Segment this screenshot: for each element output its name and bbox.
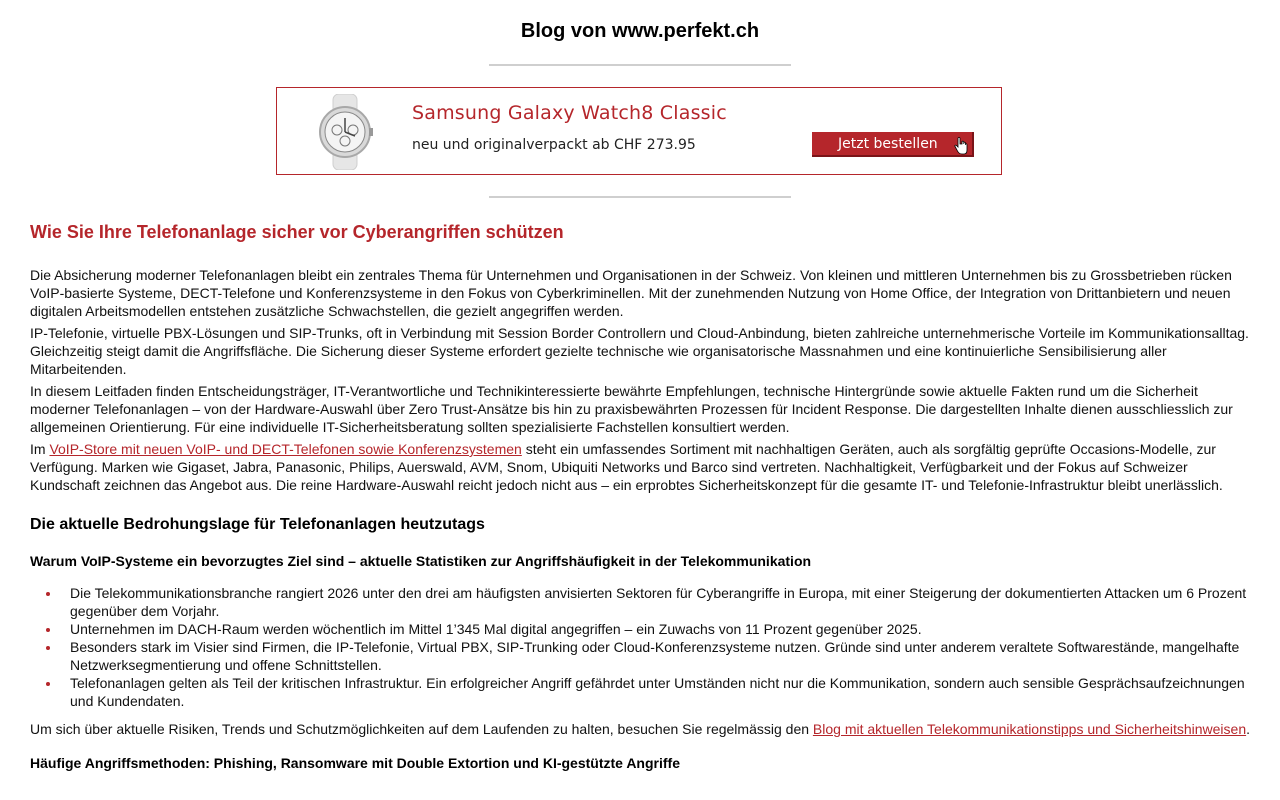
hand-pointer-icon [954,137,968,155]
paragraph-4-suffix: steht ein umfassendes Sortiment mit nachhaltigen Geräten, auch als sorgfältig geprüfte Occasions-Modelle, zur Verfügung. Marken wie Gigaset, Jabra, Panasonic, Philips, Auerswald, AVM, Snom, Ubiquiti Networks und Barco sind vertreten. Nachhaltigkeit, Verfügbarkeit und der Fokus auf Schweizer Kundschaft zeichnen das Angebot aus. Die reine Hardware-Auswahl reicht jedoch nicht aus – ein erprobtes Sicherheitskonzept für die gesamte IT- und Telefonie-Infrastruktur bleibt unerlässlich. [30,441,1223,493]
list-item: Telefonanlagen gelten als Teil der kritischen Infrastruktur. Ein erfolgreicher Angriff gefährdet unter Umständen nicht nur die Kommunikation, sondern auch sensible Gesprächsaufzeichnungen und Kundendaten. [70,674,1252,710]
order-now-button[interactable] [812,132,974,157]
article-content [30,218,1252,786]
paragraph-4-prefix: Im [30,441,50,457]
order-now-label: Jetzt bestellen [838,135,938,152]
list-item: Die Telekommunikationsbranche rangiert 2026 unter den drei am häufigsten anvisierten Sektoren für Cyberangriffe in Europa, mit einer Steigerung der dokumentierten Attacken um 6 Prozent gegenüber dem Vorjahr. [70,584,1252,620]
list-item: Besonders stark im Visier sind Firmen, die IP-Telefonie, Virtual PBX, SIP-Trunking oder Cloud-Konferenzsysteme nutzen. Gründe sind unter anderem veraltete Softwarestände, mangelhafte Netzwerksegmentierung und offene Schnittstellen. [70,638,1252,674]
site-title: Blog von www.perfekt.ch [520,20,760,42]
article-paragraph-5 [30,720,1252,738]
ad-product-title[interactable]: Samsung Galaxy Watch8 Classic [412,102,727,124]
product-ad-banner[interactable] [276,87,1002,175]
article-paragraph-1: Die Absicherung moderner Telefonanlagen bleibt ein zentrales Thema für Unternehmen und Organisationen in der Schweiz. Von kleinen und mittleren Unternehmen bis zu Grossbetrieben rücken VoIP-basierte Systeme, DECT-Telefone und Konferenzsysteme in den Fokus von Cyberkriminellen. Mit der zunehmenden Nutzung von Home Office, der Integration von Drittanbietern und neuen digitalen Arbeitsmodellen entstehen zusätzliche Schwachstellen, die gezielt angegriffen werden. [30,267,1232,319]
article-paragraph-4 [30,440,1252,494]
paragraph-5-suffix: . [1246,721,1250,737]
divider-top [489,64,791,66]
ad-price-text: neu und originalverpackt ab CHF 273.95 [412,137,696,153]
subsection-heading-statistics: Warum VoIP-Systeme ein bevorzugtes Ziel sind – aktuelle Statistiken zur Angriffshäufigkeit in der Telekommunikation [30,553,812,569]
paragraph-5-prefix: Um sich über aktuelle Risiken, Trends und Schutzmöglichkeiten auf dem Laufenden zu halten, besuchen Sie regelmässig den [30,721,813,737]
section-heading-threats: Die aktuelle Bedrohungslage für Telefonanlagen heutzutags [30,516,485,533]
voip-store-link[interactable]: VoIP-Store mit neuen VoIP- und DECT-Telefonen sowie Konferenzsystemen [49,441,522,457]
subsection-heading-attack-methods: Häufige Angriffsmethoden: Phishing, Ransomware mit Double Extortion und KI-gestützte Angriffe [30,755,680,771]
statistics-list [30,584,1252,710]
article-paragraph-3: In diesem Leitfaden finden Entscheidungsträger, IT-Verantwortliche und Technikinteressierte bewährte Empfehlungen, technische Hintergründe sowie aktuelle Fakten rund um die Sicherheit moderner Telefonanlagen – von der Hardware-Auswahl über Zero Trust-Ansätze bis hin zu praxisbewährten Prozessen für Incident Response. Die dargestellten Inhalte dienen ausschliesslich zur allgemeinen Orientierung. Für eine individuelle IT-Sicherheitsberatung sollten spezialisierte Fachstellen konsultiert werden. [30,383,1233,435]
list-item: Unternehmen im DACH-Raum werden wöchentlich im Mittel 1’345 Mal digital angegriffen – ein Zuwachs von 11 Prozent gegenüber 2025. [70,620,1252,638]
divider-bottom [489,196,791,198]
blog-tips-link[interactable]: Blog mit aktuellen Telekommunikationstipps und Sicherheitshinweisen [812,721,1247,737]
watch-icon [307,94,383,170]
article-paragraph-2: IP-Telefonie, virtuelle PBX-Lösungen und SIP-Trunks, oft in Verbindung mit Session Border Controllern und Cloud-Anbindung, bieten zahlreiche unternehmerische Vorteile im Kommunikationsalltag. Gleichzeitig steigt damit die Angriffsfläche. Die Sicherung dieser Systeme erfordert gezielte technische wie organisatorische Massnahmen und eine kontinuierliche Sensibilisierung aller Mitarbeitenden. [30,325,1249,377]
article-title: Wie Sie Ihre Telefonanlage sicher vor Cyberangriffen schützen [30,222,564,242]
